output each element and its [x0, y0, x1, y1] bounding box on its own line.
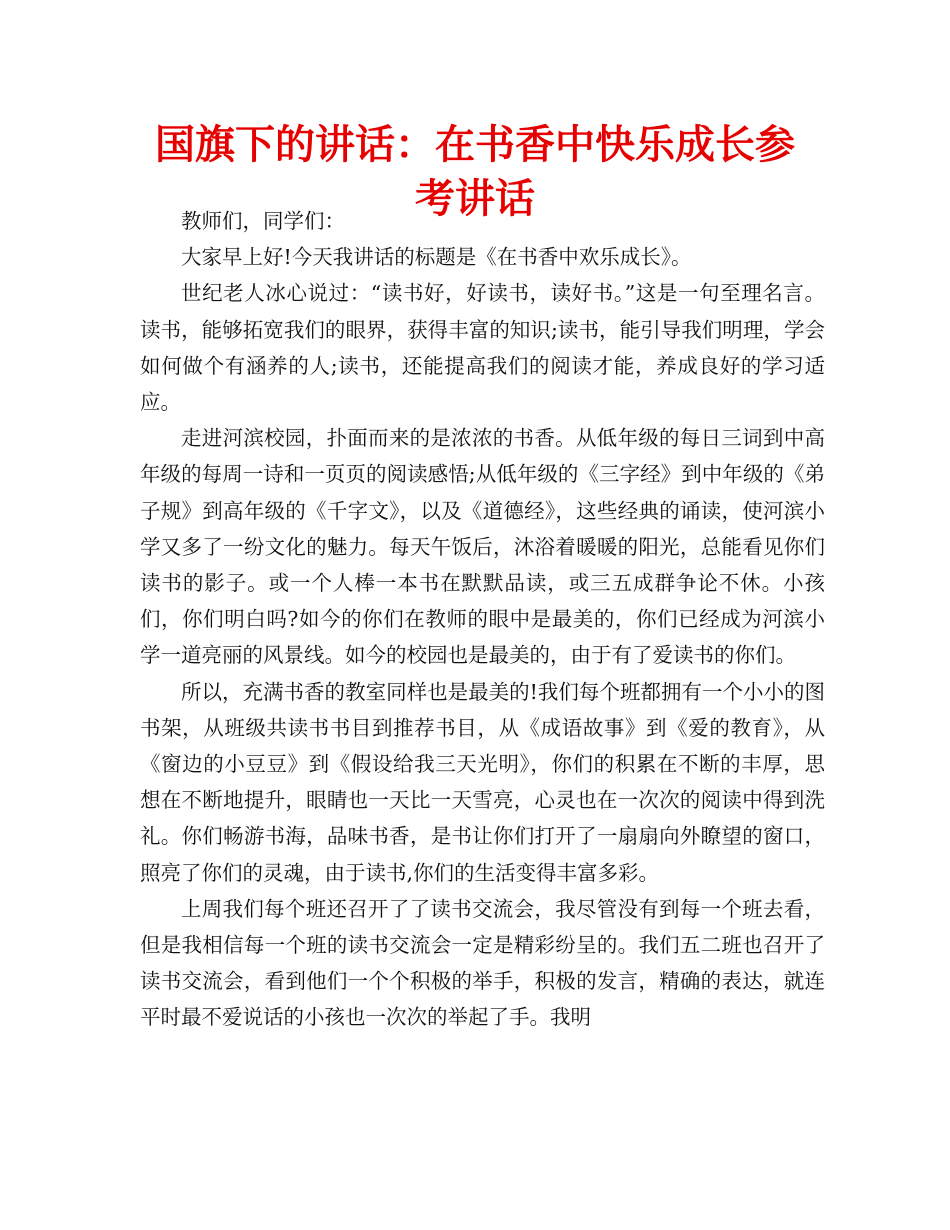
document-title: 国旗下的讲话：在书香中快乐成长参考讲话 [155, 122, 795, 222]
document-body [140, 203, 825, 1036]
paragraph-reading-meeting: 上周我们每个班还召开了了读书交流会，我尽管没有到每一个班去看，但是我相信每一个班的读书交流会一定是精彩纷呈的。我们五二班也召开了读书交流会，看到他们一个个积极的举手，积极的发言，精确的表达，就连平时最不爱说话的小孩也一次次的举起了手。我明 [140, 896, 825, 1030]
paragraph-bingxin-quote: 世纪老人冰心说过：“读书好，好读书，读好书。”这是一句至理名言。读书，能够拓宽我们的眼界，获得丰富的知识;读书，能引导我们明理，学会如何做个有涵养的人;读书，还能提高我们的阅读才能，养成良好的学习适应。 [140, 281, 825, 415]
paragraph-classroom: 所以，充满书香的教室同样也是最美的!我们每个班都拥有一个小小的图书架，从班级共读书书目到推荐书目，从《成语故事》到《爱的教育》，从《窗边的小豆豆》到《假设给我三天光明》，你们的积累在不断的丰厚，思想在不断地提升，眼睛也一天比一天雪亮，心灵也在一次次的阅读中得到洗礼。你们畅游书海，品味书香，是书让你们打开了一扇扇向外瞭望的窗口，照亮了你们的灵魂，由于读书,你们的生活变得丰富多彩。 [140, 679, 825, 885]
paragraph-intro: 大家早上好!今天我讲话的标题是《在书香中欢乐成长》。 [181, 245, 692, 270]
paragraph-greeting: 教师们，同学们： [181, 209, 345, 233]
paragraph-campus: 走进河滨校园，扑面而来的是浓浓的书香。从低年级的每日三词到中高年级的每周一诗和一页页的阅读感悟;从低年级的《三字经》到中年级的《弟子规》到高年级的《千字文》，以及《道德经》，这些经典的诵读，使河滨小学又多了一纷文化的魅力。每天午饭后，沐浴着暖暖的阳光，总能看见你们读书的影子。或一个人棒一本书在默默品读，或三五成群争论不休。小孩们，你们明白吗?如今的你们在教师的眼中是最美的，你们已经成为河滨小学一道亮丽的风景线。如今的校园也是最美的，由于有了爱读书的你们。 [140, 426, 825, 668]
